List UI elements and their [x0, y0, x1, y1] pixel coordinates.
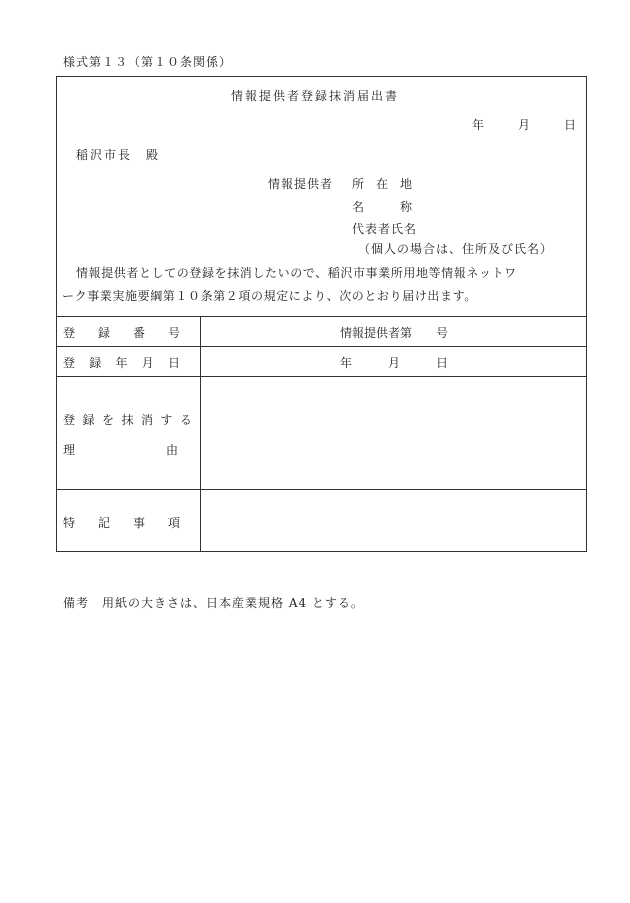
- label-char: す: [160, 413, 174, 427]
- cancellation-reason-label-line2: [63, 441, 179, 458]
- label-char: 項: [167, 516, 181, 530]
- remarks: 備考 用紙の大きさは、日本産業規格 A4 とする。: [63, 596, 364, 610]
- form-number-label: 様式第１３（第１０条関係）: [63, 55, 233, 69]
- special-notes-field[interactable]: [201, 490, 587, 552]
- date-day-label: 日: [563, 118, 576, 132]
- label-char: る: [179, 413, 193, 427]
- label-char: 理: [63, 443, 77, 457]
- individual-note: （個人の場合は、住所及び氏名）: [358, 242, 554, 256]
- submitter-label: 情報提供者: [268, 177, 334, 191]
- registration-number-field[interactable]: 情報提供者第 号: [339, 326, 448, 340]
- cancellation-reason-field[interactable]: [201, 377, 587, 489]
- label-char: 月: [141, 356, 155, 370]
- label-char: 録: [89, 356, 103, 370]
- label-char: 登: [63, 356, 77, 370]
- date-year-label: 年: [471, 118, 484, 132]
- label-char: 由: [165, 443, 179, 457]
- label-char: 抹: [121, 413, 135, 427]
- addressee: 稲沢市長 殿: [76, 148, 161, 162]
- declaration-line-1: 情報提供者としての登録を抹消したいので、稲沢市事業所用地等情報ネットワ: [76, 266, 517, 280]
- label-char: 記: [97, 516, 111, 530]
- submitter-representative-label: 代表者氏名: [352, 222, 418, 236]
- cancellation-reason-label-line1: [63, 411, 193, 428]
- label-char: を: [101, 413, 115, 427]
- label-char: 録: [82, 413, 96, 427]
- label-char: 登: [63, 326, 77, 340]
- registration-date-label: [63, 354, 181, 371]
- date-line: [472, 116, 576, 133]
- submitter-name-label: 名 称: [352, 200, 413, 214]
- label-char: 登: [63, 413, 77, 427]
- table-rule: [56, 346, 587, 347]
- label-char: 事: [132, 516, 146, 530]
- declaration-line-2: ーク事業実施要綱第１０条第２項の規定により、次のとおり届け出ます。: [62, 289, 477, 303]
- label-char: 特: [63, 516, 77, 530]
- label-char: 号: [167, 326, 181, 340]
- table-top-rule: [56, 316, 587, 317]
- label-char: 年: [115, 356, 129, 370]
- registration-date-field[interactable]: 年 月 日: [339, 356, 448, 370]
- declaration-text: [62, 262, 582, 308]
- label-char: 消: [140, 413, 154, 427]
- date-month-label: 月: [517, 118, 530, 132]
- registration-number-label: [63, 324, 181, 341]
- label-char: 日: [167, 356, 181, 370]
- form-title: 情報提供者登録抹消届出書: [230, 89, 399, 103]
- label-char: 番: [132, 326, 146, 340]
- label-char: 録: [97, 326, 111, 340]
- special-notes-label: [63, 514, 181, 531]
- submitter-address-label: 所 在 地: [352, 177, 413, 191]
